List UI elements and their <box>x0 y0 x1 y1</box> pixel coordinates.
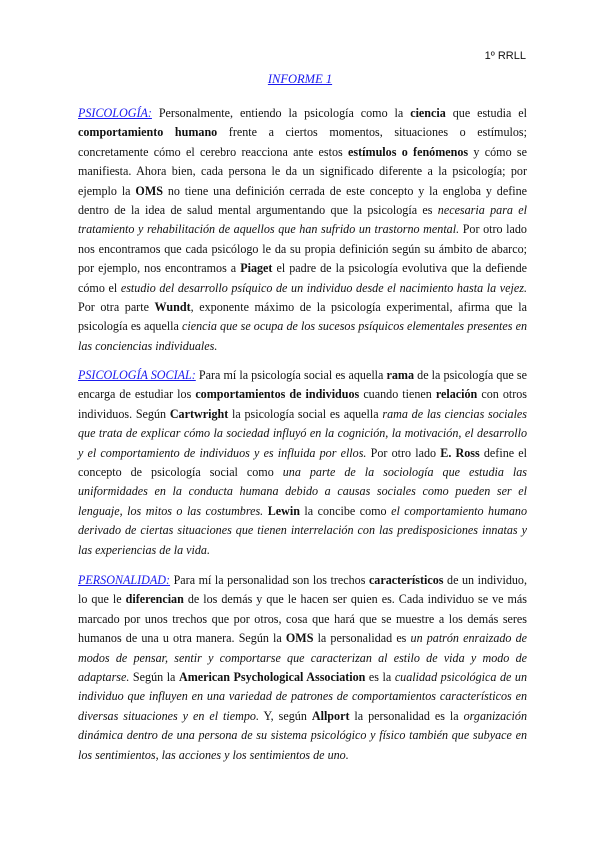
bold-term: relación <box>435 387 478 402</box>
body-text: de un individuo, lo que le <box>78 573 527 607</box>
body-text: Y, según <box>258 708 312 723</box>
section-personalidad <box>78 571 527 765</box>
body-text: la psicología social es aquella <box>228 406 383 421</box>
bold-term: ciencia <box>410 106 446 120</box>
bold-term: OMS <box>285 631 314 646</box>
section-heading: PERSONALIDAD: <box>78 573 171 587</box>
bold-term: Lewin <box>267 503 300 518</box>
italic-quote: necesaria para el tratamiento y rehabilitación de aquellos que han sufrido un trastorno mental. <box>78 203 528 237</box>
italic-quote: estudio del desarrollo psíquico de un individuo desde el nacimiento hasta la vejez. <box>120 280 527 295</box>
body-text: la concibe como <box>299 503 392 518</box>
header-course-tag: 1º RRLL <box>484 50 526 62</box>
body-text: el padre de la psicología evolutiva que la defiende cómo el <box>78 261 527 295</box>
body-text: no tiene una definición cerrada de este concepto y la engloba y define dentro de la idea de salud mental argumentando que la psicología es <box>78 183 527 218</box>
italic-quote: ciencia que se ocupa de los sucesos psíquicos elementales presentes en las conciencias individuales. <box>78 319 527 353</box>
bold-term: Wundt <box>154 300 191 315</box>
bold-term: Piaget <box>240 261 273 276</box>
body-text: con otros individuos. Según <box>78 387 528 421</box>
body-text: y cómo se manifiesta. Ahora bien, cada persona le da un significado diferente a la psicología; por ejemplo la <box>78 144 528 198</box>
body-text: es la <box>365 670 395 685</box>
italic-quote: el comportamiento humano derivado de ciertas situaciones que tienen interrelación con las predisposiciones innatas y las experiencias de la vida. <box>78 503 528 557</box>
body-text: Personalmente, entiendo la psicología como la <box>151 106 411 120</box>
italic-quote: un patrón enraizado de modos de pensar, sentir y comportarse que caracterizan al estilo de vida y modo de adaptarse. <box>78 631 527 685</box>
body-text: Por otro lado nos encontramos que cada psicólogo le da su propia definición según su ámbito de abarco; por ejemplo, nos encontramos a <box>78 222 527 276</box>
body-text: cuando tienen <box>359 387 436 402</box>
italic-quote: rama de las ciencias sociales que trata de explicar cómo la sociedad influyó en la cognición, la motivación, el desarrollo y el comportamiento de individuos y es influida por ellos. <box>78 406 528 460</box>
bold-term: OMS <box>135 183 163 198</box>
body-text: la personalidad es la <box>349 708 464 723</box>
body-text: la personalidad es <box>313 631 411 646</box>
body-text: Por otra parte <box>78 300 155 315</box>
body-text: define el concepto de psicología social como <box>78 445 528 480</box>
page-title: INFORME 1 <box>267 72 333 86</box>
bold-term: Allport <box>311 708 350 723</box>
body-text: Por otro lado <box>366 445 441 460</box>
bold-term: comportamientos de individuos <box>195 387 360 402</box>
bold-term: rama <box>386 368 415 382</box>
body-text: Para mí la psicología social es aquella <box>195 368 387 382</box>
section-body <box>78 368 527 557</box>
section-body <box>78 573 527 762</box>
bold-term: diferencian <box>125 592 184 607</box>
body-text: de la psicología que se encarga de estudiar los <box>78 368 527 402</box>
section-body <box>78 106 527 353</box>
bold-term: característicos <box>368 573 444 587</box>
section-heading: PSICOLOGÍA: <box>78 106 152 120</box>
bold-term: American Psychological Association <box>178 670 366 685</box>
bold-term: comportamiento humano <box>78 125 218 140</box>
italic-quote: organización dinámica dentro de una persona de su sistema psicológico y físico también que subyace en los sentimientos, las acciones y los sentimientos de uno. <box>78 708 527 762</box>
bold-term: Cartwright <box>169 406 229 421</box>
body-text: Según la <box>129 670 179 685</box>
bold-term: E. Ross <box>440 445 480 460</box>
section-psicologia-social <box>78 366 527 560</box>
bold-term: estímulos o fenómenos <box>348 144 469 159</box>
italic-quote: una parte de la sociología que estudia las uniformidades en la conducta humana debido a causas sociales como pueden ser el lenguaje, los mitos o las costumbres. <box>78 465 527 518</box>
body-text: que estudia el <box>445 106 527 120</box>
body-text: frente a ciertos momentos, situaciones o estímulos; concretamente cómo el cerebro reacciona ante estos <box>78 125 527 159</box>
section-psicologia <box>78 104 527 356</box>
body-text: de los demás y que le hacen ser quien es. Cada individuo se ve más marcado por unos trechos que por otros, cosa que hará que se muestre a los demás seres humanos de una u otra manera. Según la <box>78 592 527 646</box>
section-heading: PSICOLOGÍA SOCIAL: <box>78 368 196 382</box>
body-text: Para mí la personalidad son los trechos <box>170 573 369 587</box>
body-text: , exponente máximo de la psicología experimental, afirma que la psicología es aquella <box>78 300 527 334</box>
italic-quote: cualidad psicológica de un individuo que influyen en una variedad de patrones de comportamientos característicos en diversas situaciones y en el tiempo. <box>78 670 527 723</box>
